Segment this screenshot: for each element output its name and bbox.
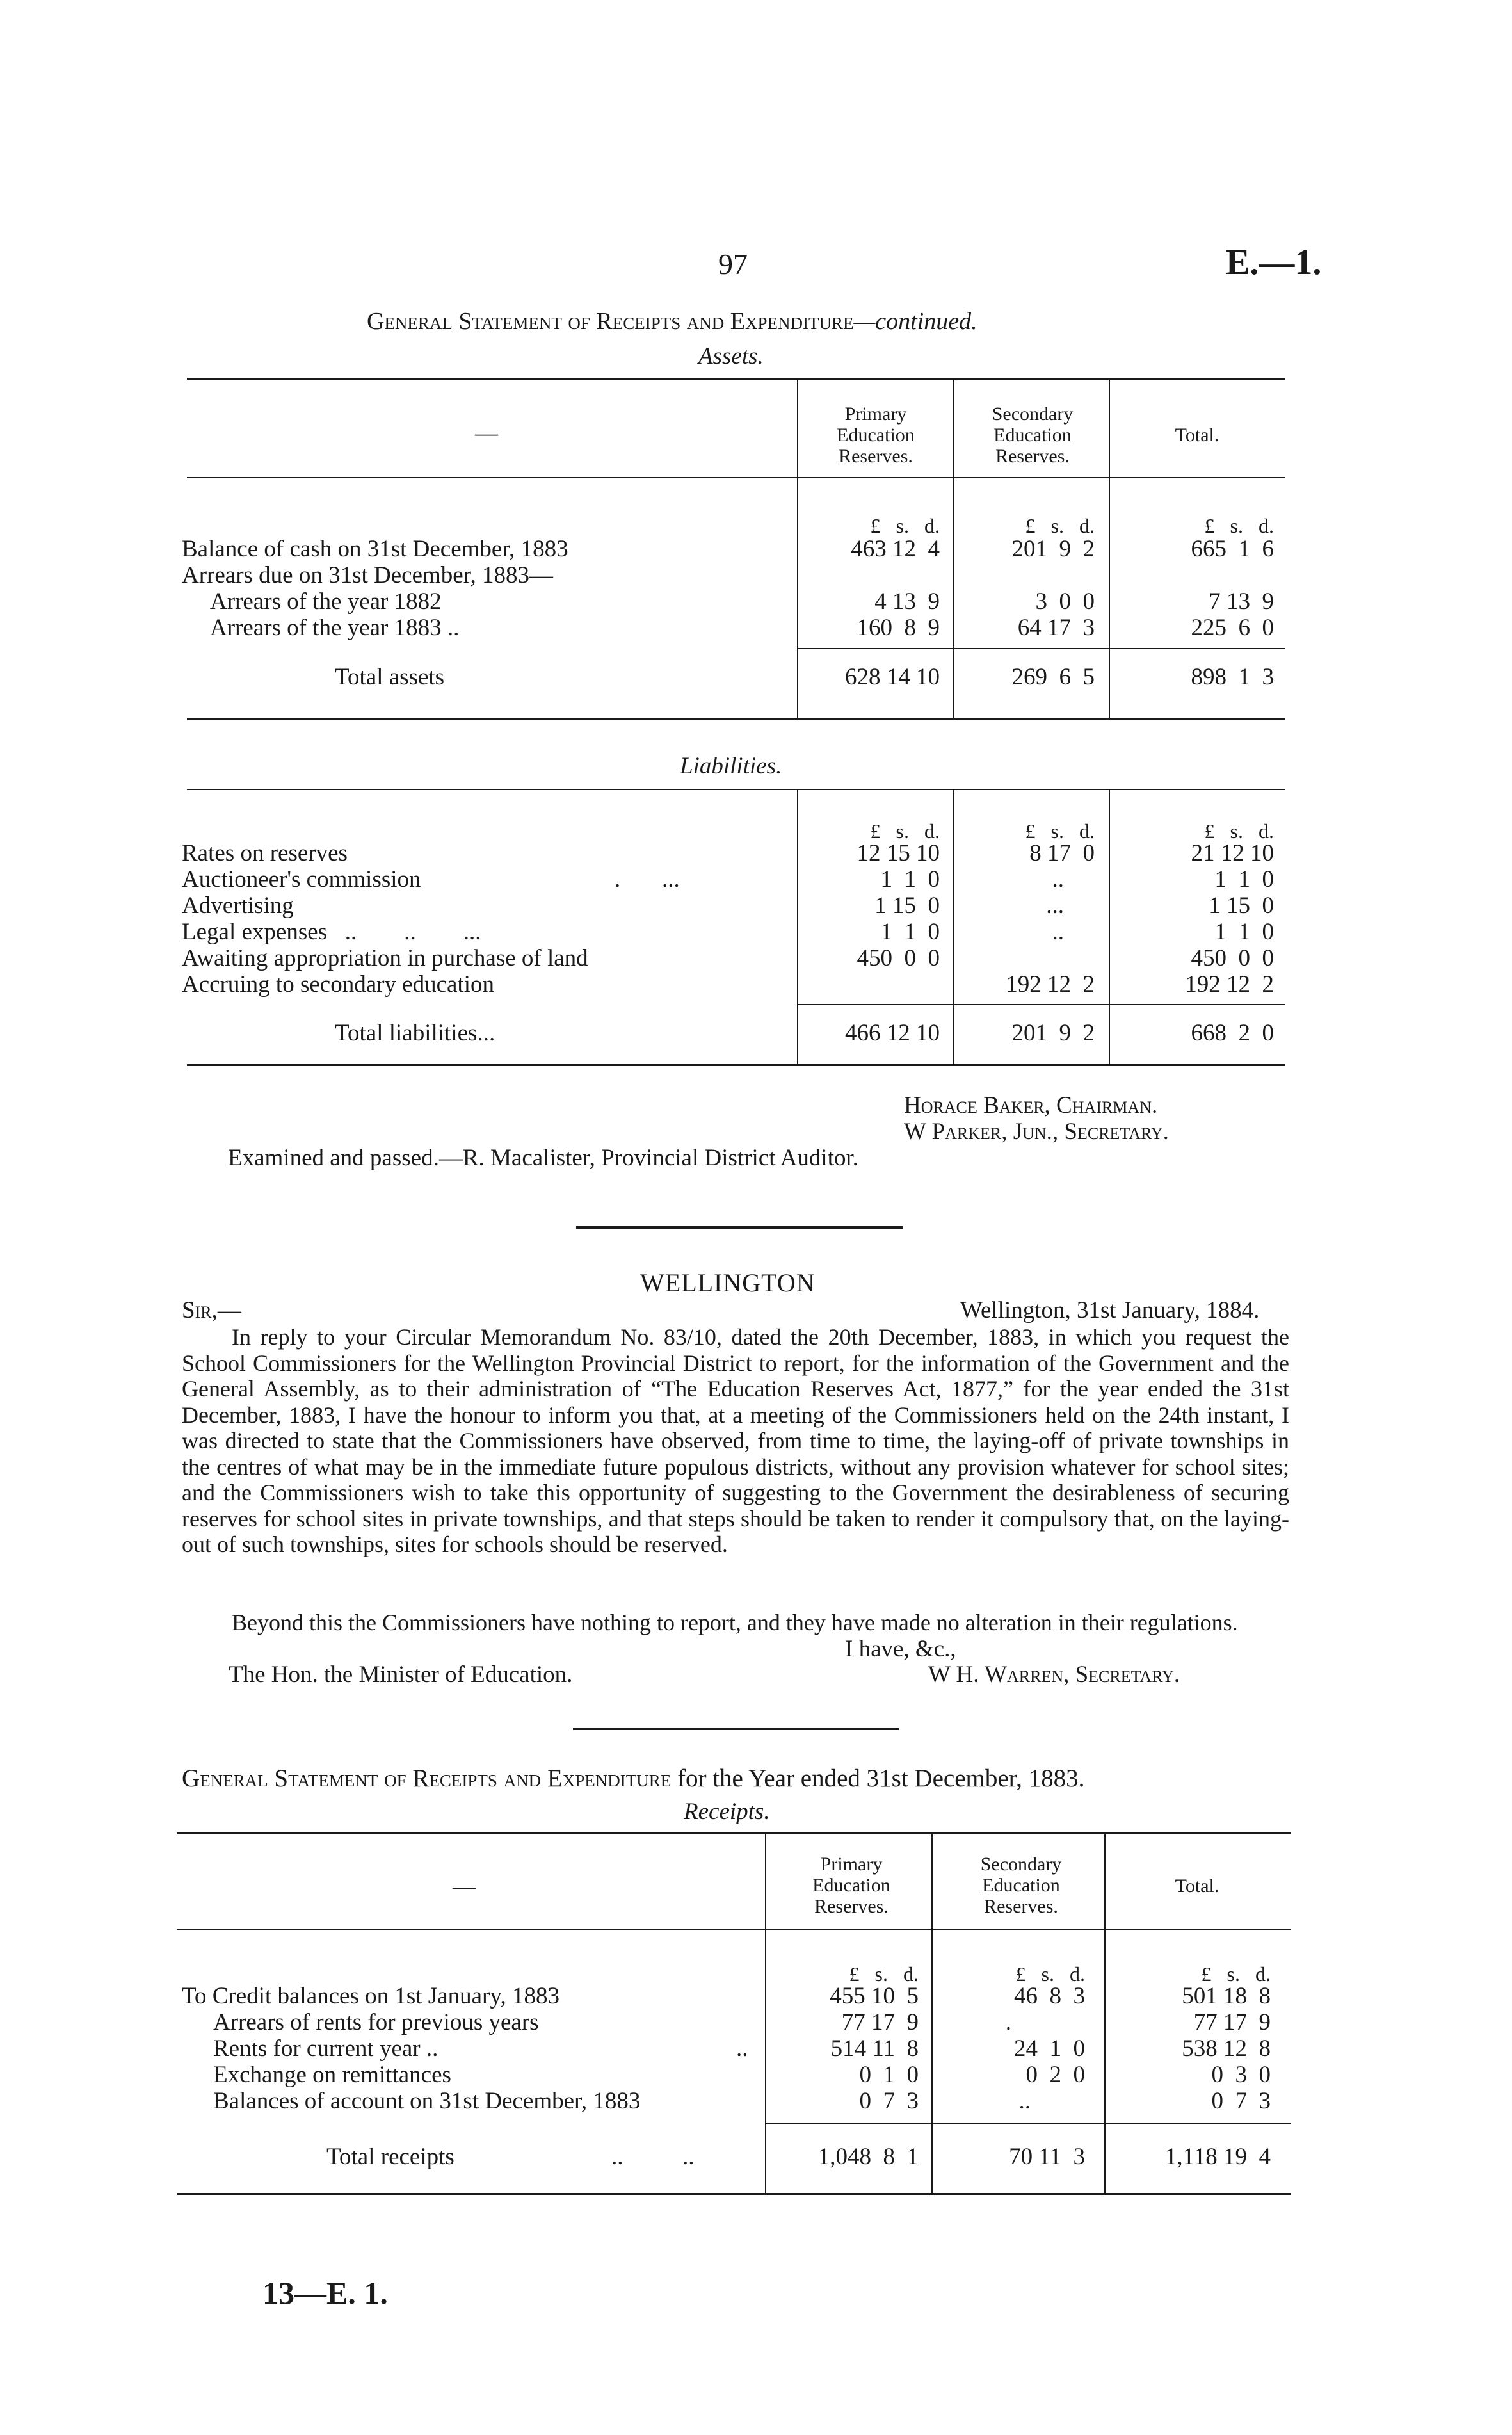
- total-total: 898 1 3: [1191, 664, 1274, 690]
- cell-primary: 0 1 0: [859, 2062, 919, 2088]
- receipts-col-total: Total.: [1175, 1875, 1219, 1897]
- cell-secondary: 8 17 0: [1029, 840, 1095, 866]
- liabilities-subtotal-rule: [797, 1004, 1285, 1005]
- total-secondary: 269 6 5: [1011, 664, 1095, 690]
- total-label: Total assets: [335, 664, 445, 690]
- cell-total: 7 13 9: [1209, 588, 1274, 615]
- liabilities-bottom-rule: [187, 1064, 1285, 1066]
- letter-signature: W H. Warren, Secretary.: [928, 1662, 1180, 1688]
- row-leader-dots: . ...: [615, 866, 680, 893]
- cell-primary: 1 15 0: [874, 893, 940, 919]
- cell-secondary: 64 17 3: [1017, 615, 1095, 641]
- receipts-units-primary: £ s. d.: [849, 1962, 919, 1986]
- total-primary: 466 12 10: [845, 1020, 940, 1046]
- cell-primary: 4 13 9: [874, 588, 940, 615]
- cell-primary: 1 1 0: [880, 866, 940, 893]
- cell-total: 1 1 0: [1214, 919, 1274, 945]
- cell-secondary: 46 8 3: [1014, 1983, 1085, 2009]
- total-label: Total liabilities...: [335, 1020, 495, 1046]
- cell-secondary: .: [1005, 2009, 1011, 2035]
- assets-col-total: Total.: [1175, 425, 1219, 446]
- cell-total: 450 0 0: [1191, 945, 1274, 971]
- receipts-title-main: General Statement of Receipts and Expenditure: [182, 1765, 672, 1792]
- receipts-subtitle: Receipts.: [684, 1799, 770, 1825]
- cell-total: 501 18 8: [1182, 1983, 1271, 2009]
- receipts-col-primary: Primary Education Reserves.: [812, 1854, 890, 1917]
- footer-code: 13—E. 1.: [262, 2275, 388, 2311]
- cell-total: 1 15 0: [1209, 893, 1274, 919]
- cell-total: 21 12 10: [1191, 840, 1274, 866]
- assets-header-rule: [187, 477, 1285, 478]
- cell-total: 538 12 8: [1182, 2035, 1271, 2062]
- cell-secondary: ..: [1018, 2088, 1031, 2114]
- row-leader-dots: ..: [736, 2035, 748, 2062]
- page-number: 97: [718, 248, 748, 280]
- auditor-note: Examined and passed.—R. Macalister, Provincial District Auditor.: [228, 1145, 858, 1171]
- letter-addressee: The Hon. the Minister of Education.: [229, 1662, 573, 1688]
- letter-salutation: Sir,—: [182, 1297, 241, 1323]
- total-leader-dots: .. ..: [611, 2144, 695, 2170]
- row-label: Arrears of rents for previous years: [213, 2009, 539, 2035]
- row-label: Rates on reserves: [182, 840, 348, 866]
- cell-primary: 160 8 9: [857, 615, 940, 641]
- total-total: 1,118 19 4: [1164, 2144, 1271, 2170]
- total-primary: 1,048 8 1: [817, 2144, 919, 2170]
- receipts-subtotal-rule: [765, 2123, 1291, 2124]
- cell-secondary: 201 9 2: [1011, 536, 1095, 562]
- row-label: Awaiting appropriation in purchase of land: [182, 945, 588, 971]
- assets-top-rule: [187, 378, 1285, 380]
- cell-primary: 455 10 5: [830, 1983, 919, 2009]
- row-label: Advertising: [182, 893, 294, 919]
- cell-total: 225 6 0: [1191, 615, 1274, 641]
- receipts-col-secondary: Secondary Education Reserves.: [980, 1854, 1062, 1917]
- receipts-title-suffix: for the Year ended 31st December, 1883.: [677, 1765, 1085, 1792]
- receipts-col-dash: —: [453, 1873, 476, 1899]
- row-label: Arrears of the year 1883 ..: [210, 615, 460, 641]
- liabilities-units-primary: £ s. d.: [870, 820, 940, 843]
- assets-col-secondary: Secondary Education Reserves.: [992, 403, 1074, 467]
- assets-bottom-rule: [187, 718, 1285, 720]
- row-label: Accruing to secondary education: [182, 971, 495, 998]
- row-label: Balances of account on 31st December, 1883: [213, 2088, 641, 2114]
- row-label: Arrears of the year 1882: [210, 588, 442, 615]
- cell-primary: 463 12 4: [851, 536, 940, 562]
- cell-primary: 12 15 10: [857, 840, 940, 866]
- secretary-signature: W Parker, Jun., Secretary.: [904, 1119, 1169, 1145]
- receipts-header-rule: [177, 1929, 1291, 1930]
- cell-primary: 450 0 0: [857, 945, 940, 971]
- section-divider: [576, 1226, 903, 1229]
- cell-primary: 0 7 3: [859, 2088, 919, 2114]
- receipts-bottom-rule: [177, 2193, 1291, 2195]
- cell-total: 0 7 3: [1211, 2088, 1271, 2114]
- cell-secondary: 3 0 0: [1035, 588, 1095, 615]
- letter-paragraph-1: In reply to your Circular Memorandum No. 83/10, dated the 20th December, 1883, in which you request the School Commissioners for the Wellington Provincial District to report, for the information of the Government and the General Assembly, as to their administration of “The Education Reserves Act, 1877,” for the year ended the 31st December, 1883, I have the honour to inform you that, at a meeting of the Commissioners held on the 24th instant, I was directed to state that the Commissioners have observed, from time to time, the laying-off of private townships in the centres of what may be in the immediate future populous districts, without any provision whatever for school sites; and the Commissioners wish to take this opportunity of suggesting to the Government the desirableness of securing reserves for school sites in private townships, and that steps should be taken to render it compulsory that, on the laying-out of such townships, sites for schools should be reserved.: [182, 1324, 1289, 1557]
- liabilities-units-secondary: £ s. d.: [1025, 820, 1095, 843]
- liabilities-units-total: £ s. d.: [1204, 820, 1274, 843]
- cell-primary: 514 11 8: [830, 2035, 919, 2062]
- cell-secondary: ...: [1046, 893, 1064, 919]
- cell-secondary: ..: [1052, 919, 1064, 945]
- row-label: Rents for current year ..: [213, 2035, 438, 2062]
- assets-table-title: [367, 307, 977, 336]
- cell-total: 0 3 0: [1211, 2062, 1271, 2088]
- row-label: Auctioneer's commission: [182, 866, 421, 893]
- cell-total: 192 12 2: [1185, 971, 1274, 998]
- assets-units-secondary: £ s. d.: [1025, 514, 1095, 537]
- cell-primary: 77 17 9: [841, 2009, 919, 2035]
- assets-subtitle: Assets.: [698, 343, 764, 369]
- liabilities-top-rule: [187, 789, 1285, 790]
- total-total: 668 2 0: [1191, 1020, 1274, 1046]
- assets-col-dash: —: [475, 420, 498, 446]
- total-primary: 628 14 10: [845, 664, 940, 690]
- cell-secondary: 0 2 0: [1025, 2062, 1085, 2088]
- assets-col-primary: Primary Education Reserves.: [837, 403, 915, 467]
- row-label: Exchange on remittances: [213, 2062, 451, 2088]
- assets-vline-3: [1109, 380, 1110, 718]
- receipts-top-rule: [177, 1832, 1291, 1834]
- receipts-vline-3: [1104, 1834, 1106, 2193]
- letter-paragraph-2: Beyond this the Commissioners have nothing to report, and they have made no alteration in their regulations.: [232, 1610, 1238, 1635]
- cell-secondary: ..: [1052, 866, 1064, 893]
- total-secondary: 70 11 3: [1009, 2144, 1085, 2170]
- cell-primary: 1 1 0: [880, 919, 940, 945]
- total-label: Total receipts: [326, 2144, 454, 2170]
- letter-date: Wellington, 31st January, 1884.: [960, 1297, 1260, 1323]
- liabilities-subtitle: Liabilities.: [680, 753, 782, 779]
- assets-title-suffix: —continued.: [853, 308, 977, 335]
- row-label: Balance of cash on 31st December, 1883: [182, 536, 568, 562]
- receipts-units-total: £ s. d.: [1201, 1962, 1271, 1986]
- row-label: To Credit balances on 1st January, 1883: [182, 1983, 559, 2009]
- receipts-vline-1: [765, 1834, 766, 2193]
- letter-heading: WELLINGTON: [640, 1268, 816, 1297]
- receipts-units-secondary: £ s. d.: [1015, 1962, 1085, 1986]
- liabilities-vline-3: [1109, 790, 1110, 1065]
- cell-total: 665 1 6: [1191, 536, 1274, 562]
- assets-subtotal-rule: [797, 648, 1285, 649]
- cell-total: 1 1 0: [1214, 866, 1274, 893]
- cell-secondary: 24 1 0: [1014, 2035, 1085, 2062]
- row-label: Arrears due on 31st December, 1883—: [182, 562, 554, 588]
- assets-units-total: £ s. d.: [1204, 514, 1274, 537]
- assets-title-main: General Statement of Receipts and Expenditure: [367, 308, 854, 335]
- assets-units-primary: £ s. d.: [870, 514, 940, 537]
- receipts-table-title: [182, 1764, 1084, 1793]
- row-label: Legal expenses .. .. ...: [182, 919, 481, 945]
- cell-total: 77 17 9: [1193, 2009, 1271, 2035]
- receipts-vline-2: [931, 1834, 933, 2193]
- section-divider-2: [573, 1728, 899, 1730]
- cell-secondary: 192 12 2: [1006, 971, 1095, 998]
- total-secondary: 201 9 2: [1011, 1020, 1095, 1046]
- letter-closing: I have, &c.,: [845, 1636, 956, 1662]
- chairman-signature: Horace Baker, Chairman.: [904, 1092, 1158, 1119]
- document-code: E.—1.: [1226, 243, 1322, 282]
